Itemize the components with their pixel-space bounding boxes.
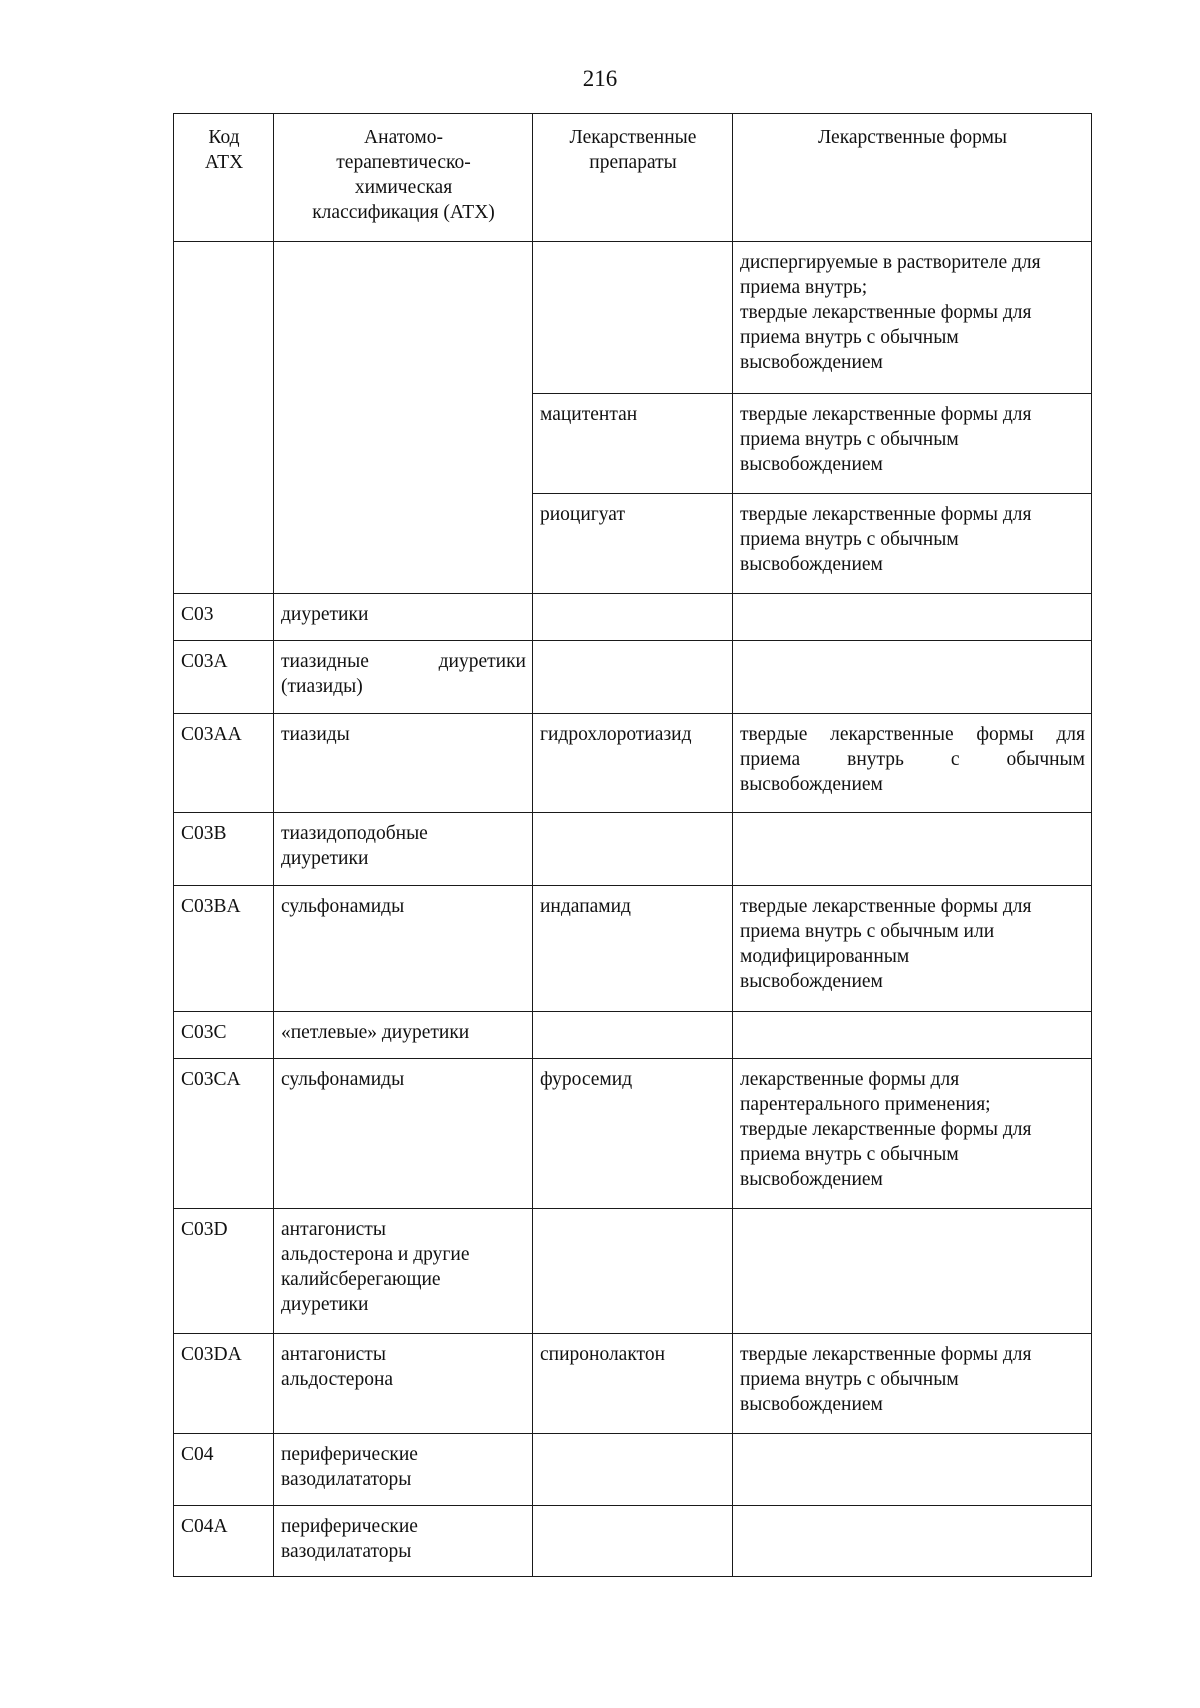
header-classification: Анатомо- терапевтическо- химическая классификация (АТХ) (274, 114, 533, 242)
forms-cell: твердые лекарственные формы для приема внутрь с обычным высвобождением (733, 394, 1092, 494)
code-cell: C04 (174, 1434, 274, 1506)
code-cell: C03CA (174, 1059, 274, 1209)
forms-cell (733, 714, 1092, 813)
classification-line: (тиазиды) (281, 676, 363, 697)
table-row (174, 1334, 1092, 1434)
forms-cell (733, 1434, 1092, 1506)
continuation-classification-cell (274, 242, 533, 594)
forms-cell (733, 594, 1092, 641)
classification-cell: сульфонамиды (274, 886, 533, 1012)
classification-cell: антагонисты альдостерона (274, 1334, 533, 1434)
forms-cell: твердые лекарственные формы для приема внутрь с обычным или модифицированным высвобождением (733, 886, 1092, 1012)
classification-cell (274, 641, 533, 714)
table-row (174, 1506, 1092, 1577)
classification-cell: «петлевые» диуретики (274, 1012, 533, 1059)
code-cell: C03 (174, 594, 274, 641)
drug-cell (533, 813, 733, 886)
code-cell: C03BA (174, 886, 274, 1012)
table-row (174, 886, 1092, 1012)
drug-cell (533, 1506, 733, 1577)
drug-cell: мацитентан (533, 394, 733, 494)
table-row (174, 813, 1092, 886)
classification-line: тиазидные диуретики (281, 651, 526, 672)
drug-cell: фуросемид (533, 1059, 733, 1209)
forms-cell (733, 813, 1092, 886)
table-row (174, 242, 1092, 394)
code-cell: C03AA (174, 714, 274, 813)
forms-cell (733, 641, 1092, 714)
code-cell: C04A (174, 1506, 274, 1577)
forms-cell: твердые лекарственные формы для приема внутрь с обычным высвобождением (733, 494, 1092, 594)
code-cell: C03B (174, 813, 274, 886)
code-cell: C03A (174, 641, 274, 714)
continuation-code-cell (174, 242, 274, 594)
drug-cell: спиронолактон (533, 1334, 733, 1434)
atx-table (173, 113, 1092, 1577)
header-code: Код АТХ (174, 114, 274, 242)
continuation-drug-cell (533, 242, 733, 394)
table-row (174, 641, 1092, 714)
forms-cell: диспергируемые в растворителе для приема внутрь; твердые лекарственные формы для приема внутрь с обычным высвобождением (733, 242, 1092, 394)
forms-cell: лекарственные формы для парентерального применения; твердые лекарственные формы для приема внутрь с обычным высвобождением (733, 1059, 1092, 1209)
classification-cell: антагонисты альдостерона и другие калийсберегающие диуретики (274, 1209, 533, 1334)
table-row (174, 714, 1092, 813)
drug-cell (533, 1434, 733, 1506)
code-cell: C03DA (174, 1334, 274, 1434)
code-cell: C03D (174, 1209, 274, 1334)
forms-cell (733, 1209, 1092, 1334)
table-row (174, 1012, 1092, 1059)
classification-cell: периферические вазодилататоры (274, 1434, 533, 1506)
drug-cell (533, 594, 733, 641)
table-row (174, 1059, 1092, 1209)
page-number: 216 (582, 66, 618, 91)
header-row (174, 114, 1092, 242)
table-row (174, 594, 1092, 641)
classification-cell: тиазидоподобные диуретики (274, 813, 533, 886)
table-row (174, 1434, 1092, 1506)
header-drugs: Лекарственные препараты (533, 114, 733, 242)
forms-cell (733, 1506, 1092, 1577)
forms-line: приема внутрь с обычным (740, 749, 1085, 770)
drug-cell: индапамид (533, 886, 733, 1012)
drug-cell (533, 641, 733, 714)
forms-line: высвобождением (740, 774, 883, 795)
classification-cell: диуретики (274, 594, 533, 641)
header-forms: Лекарственные формы (733, 114, 1092, 242)
classification-cell: периферические вазодилататоры (274, 1506, 533, 1577)
drug-cell: гидрохлоротиазид (533, 714, 733, 813)
classification-cell: тиазиды (274, 714, 533, 813)
drug-cell: риоцигуат (533, 494, 733, 594)
forms-cell (733, 1012, 1092, 1059)
forms-cell: твердые лекарственные формы для приема внутрь с обычным высвобождением (733, 1334, 1092, 1434)
code-cell: C03C (174, 1012, 274, 1059)
drug-cell (533, 1209, 733, 1334)
forms-line: твердые лекарственные формы для (740, 724, 1085, 745)
table-row (174, 1209, 1092, 1334)
drug-cell (533, 1012, 733, 1059)
classification-cell: сульфонамиды (274, 1059, 533, 1209)
